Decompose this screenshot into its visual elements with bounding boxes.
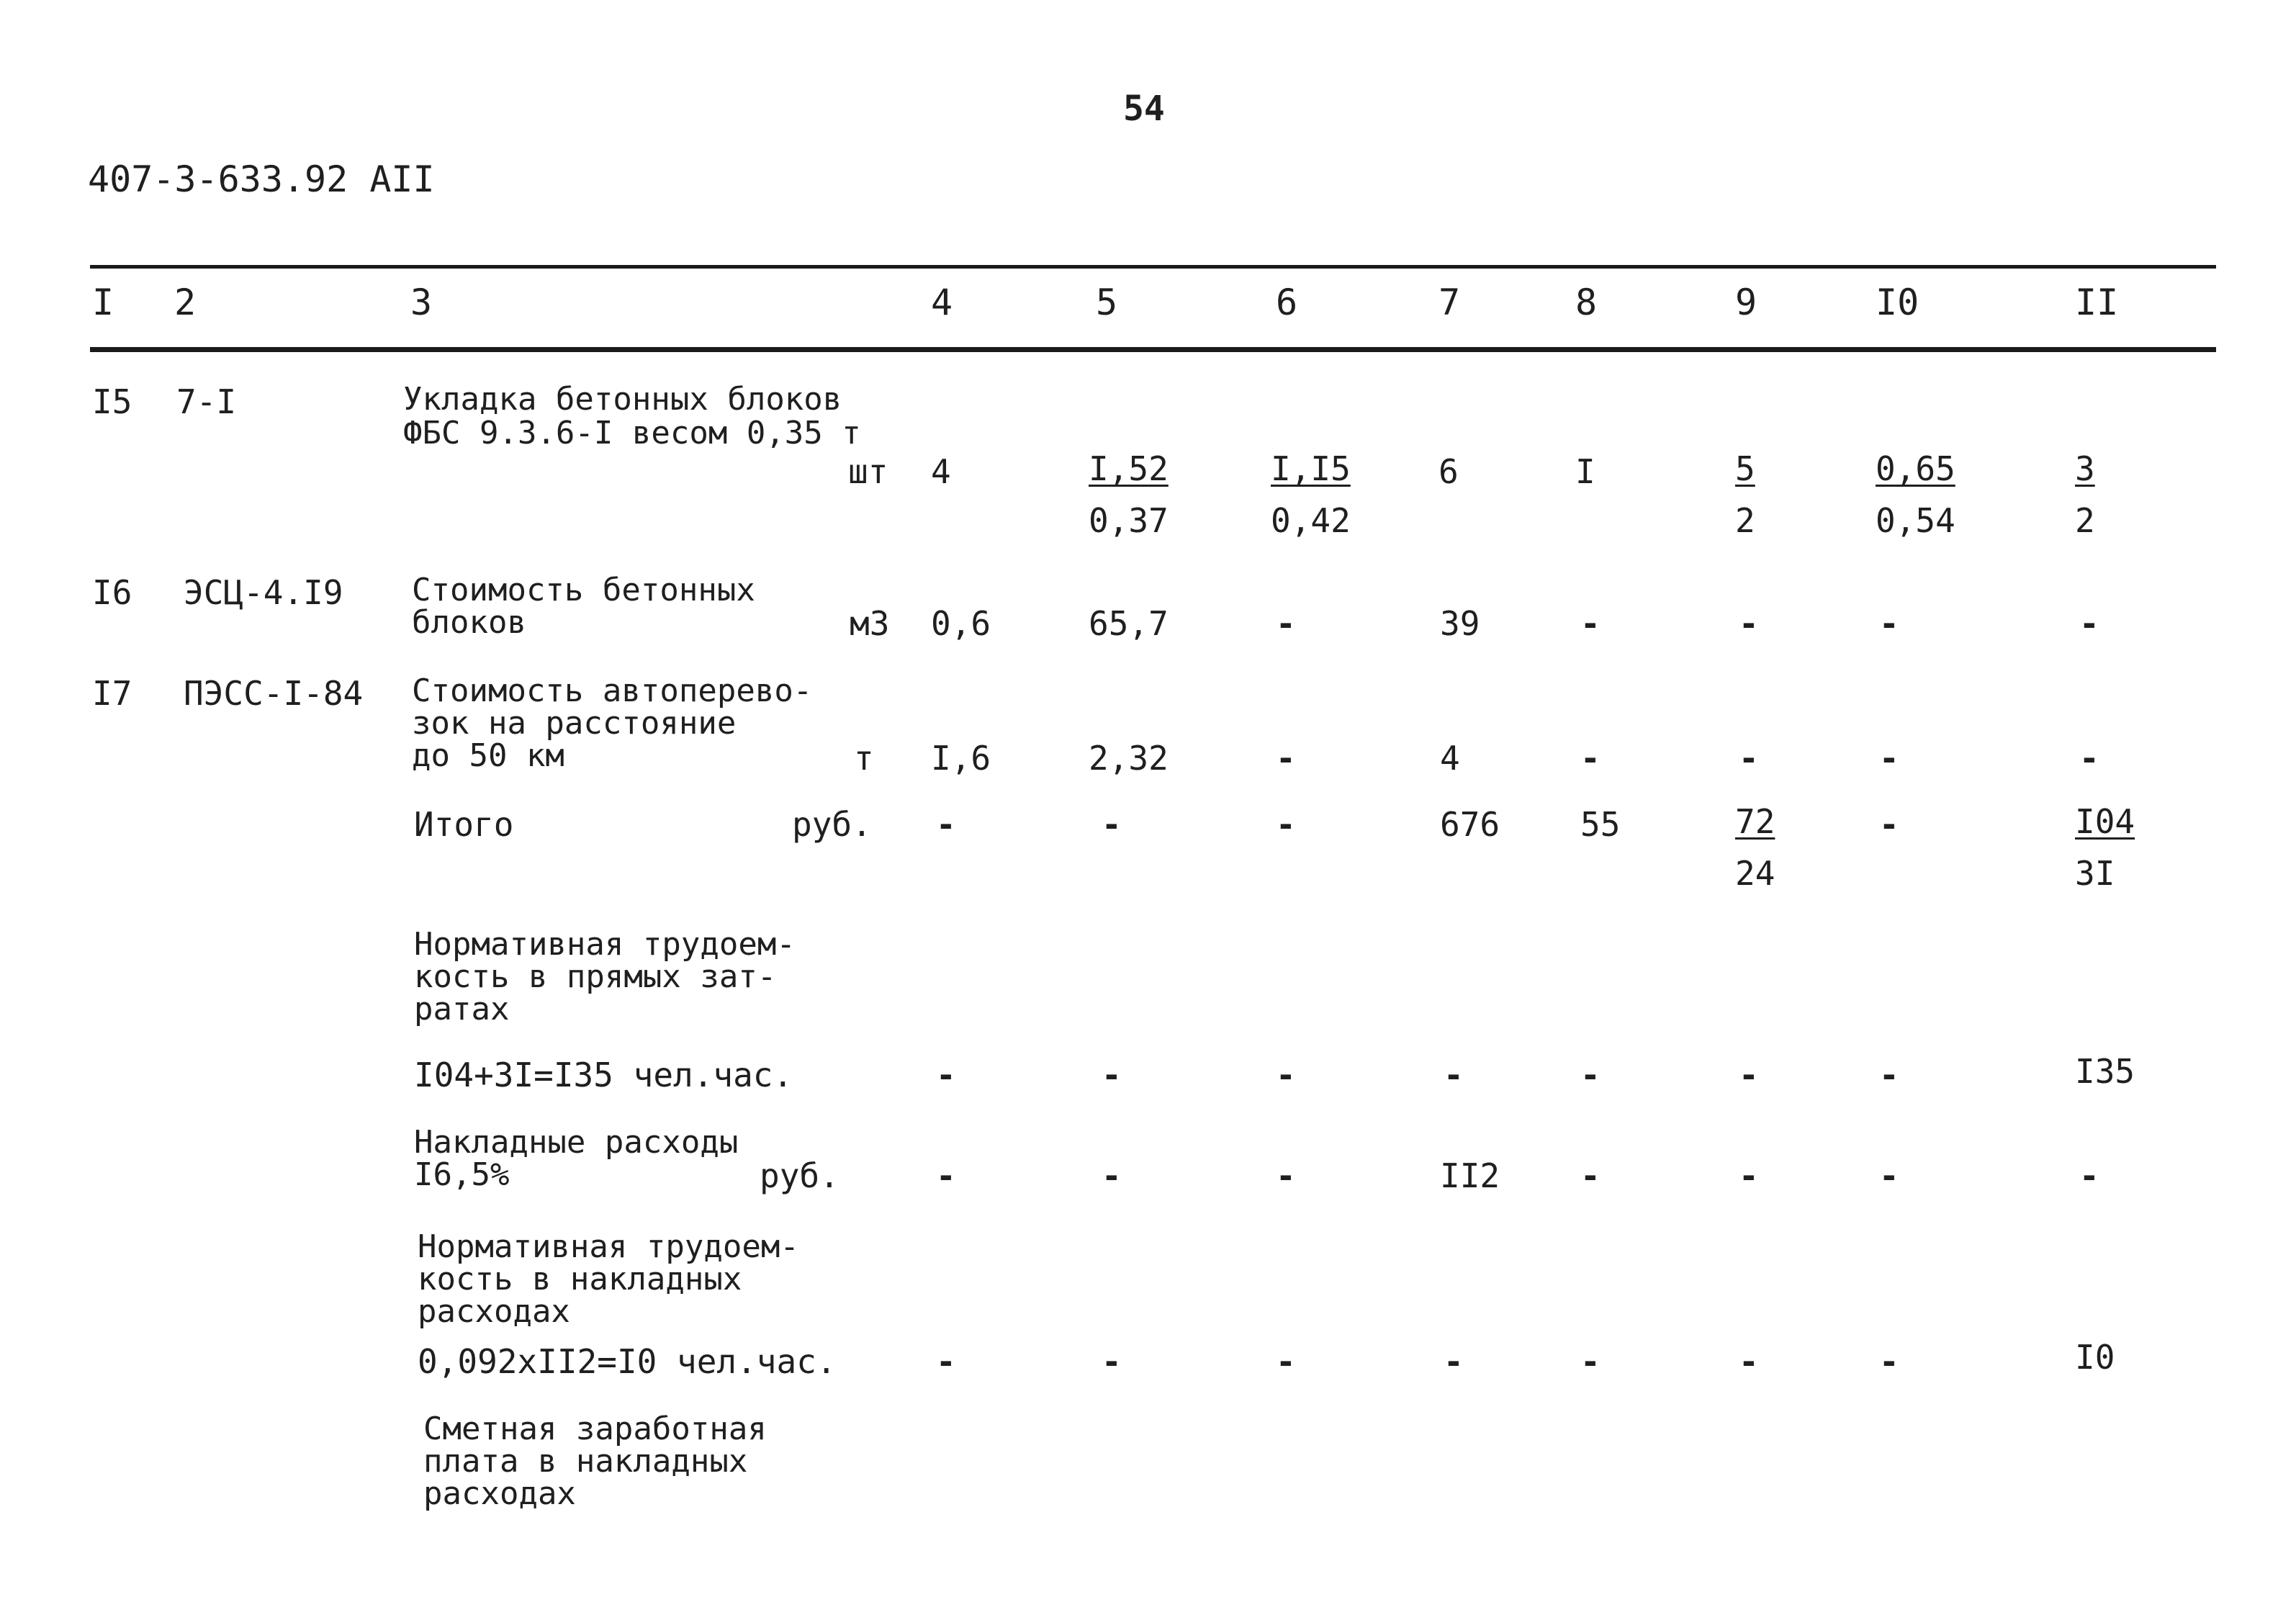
cell-col7: 39: [1440, 604, 1480, 643]
cell-col7: -: [1444, 1056, 1464, 1094]
column-header-3: 3: [410, 282, 433, 323]
cell-col4: I,6: [931, 739, 991, 778]
column-header-11: II: [2075, 282, 2119, 323]
column-header-1: I: [92, 282, 114, 323]
cell-col4: 4: [931, 452, 951, 491]
cell-col7: 4: [1440, 739, 1460, 778]
row-unit: т: [854, 739, 874, 778]
column-header-7: 7: [1439, 282, 1461, 323]
column-header-10: I0: [1876, 282, 1919, 323]
cell-col11: -: [2079, 604, 2099, 643]
row-description-line: Укладка бетонных блоков: [403, 381, 842, 418]
row-number: I5: [92, 382, 132, 421]
overhead-line: I6,5%: [414, 1156, 510, 1193]
cell-col5-bottom: 0,37: [1089, 501, 1169, 540]
norm-overhead-formula: 0,092хII2=I0 чел.час.: [418, 1342, 837, 1381]
total-unit: руб.: [792, 805, 872, 844]
cell-col6: -: [1276, 1056, 1296, 1094]
cell-col6-bottom: 0,42: [1271, 501, 1351, 540]
row-unit: м3: [850, 604, 890, 643]
norm-labor-line: ратах: [414, 991, 510, 1027]
cell-col7: II2: [1440, 1156, 1500, 1195]
norm-overhead-line: расходах: [418, 1293, 570, 1330]
cell-col10: -: [1879, 604, 1899, 643]
cell-col5: -: [1102, 1056, 1122, 1094]
cell-col7: 6: [1439, 452, 1459, 491]
cell-col10: -: [1879, 1156, 1899, 1195]
cell-col5: 2,32: [1089, 739, 1169, 778]
cell-col10: -: [1879, 1342, 1899, 1381]
cell-col6: -: [1276, 805, 1296, 844]
column-header-5: 5: [1096, 282, 1118, 323]
cell-col4: -: [936, 1156, 956, 1195]
table-header-rule: [90, 347, 2216, 352]
cell-col7: -: [1444, 1342, 1464, 1381]
overhead-unit: руб.: [760, 1156, 839, 1195]
salary-line: плата в накладных: [423, 1443, 748, 1480]
cell-col11-top: 3: [2075, 449, 2095, 488]
cell-col10-top: 0,65: [1876, 449, 1955, 488]
cell-col4: 0,6: [931, 604, 991, 643]
cell-col8: -: [1580, 1056, 1601, 1094]
cell-col9-top: 5: [1735, 449, 1755, 488]
column-header-2: 2: [174, 282, 197, 323]
row-number: I7: [92, 674, 132, 713]
cell-col9: -: [1739, 1056, 1759, 1094]
cell-col9: -: [1739, 1156, 1759, 1195]
cell-col8: I: [1575, 452, 1595, 491]
cell-col9: -: [1739, 1342, 1759, 1381]
row-code: ПЭСС-I-84: [184, 674, 364, 713]
cell-col5: 65,7: [1089, 604, 1169, 643]
cell-col6: -: [1276, 1342, 1296, 1381]
column-header-4: 4: [931, 282, 953, 323]
document-code: 407-3-633.92 АII: [88, 158, 435, 200]
total-label: Итого: [414, 805, 514, 844]
cell-col11-bottom: 3I: [2075, 854, 2115, 893]
cell-col4: -: [936, 1342, 956, 1381]
cell-col8: -: [1580, 1156, 1601, 1195]
row-description-line: Стоимость бетонных: [412, 572, 755, 608]
cell-col10: -: [1879, 805, 1899, 844]
cell-col8: 55: [1580, 805, 1621, 844]
row-code: ЭСЦ-4.I9: [184, 573, 343, 612]
cell-col11-top: I04: [2075, 802, 2135, 841]
row-description-line: ФБС 9.3.6-I весом 0,35 т: [403, 415, 861, 451]
cell-col11: I0: [2075, 1338, 2115, 1377]
cell-col6-top: I,I5: [1271, 449, 1351, 488]
row-code: 7-I: [176, 382, 237, 421]
cell-col6: -: [1276, 1156, 1296, 1195]
row-description-line: блоков: [412, 604, 526, 641]
page-number: 54: [1123, 89, 1165, 129]
cell-col11: -: [2079, 739, 2099, 778]
cell-col9-bottom: 2: [1735, 501, 1755, 540]
cell-col11-bottom: 2: [2075, 501, 2095, 540]
norm-labor-line: кость в прямых зат-: [414, 958, 777, 995]
cell-col5: -: [1102, 805, 1122, 844]
cell-col9-top: 72: [1735, 802, 1775, 841]
row-description-line: до 50 км: [412, 737, 564, 774]
table-top-rule: [90, 265, 2216, 269]
row-number: I6: [92, 573, 132, 612]
cell-col10: -: [1879, 739, 1899, 778]
cell-col8: -: [1580, 604, 1601, 643]
cell-col9: -: [1739, 739, 1759, 778]
cell-col5: -: [1102, 1342, 1122, 1381]
cell-col5-top: I,52: [1089, 449, 1169, 488]
cell-col10: -: [1879, 1056, 1899, 1094]
salary-line: расходах: [423, 1475, 576, 1512]
norm-labor-formula: I04+3I=I35 чел.час.: [414, 1056, 793, 1094]
cell-col9-bottom: 24: [1735, 854, 1775, 893]
row-description-line: зок на расстояние: [412, 705, 737, 742]
cell-col6: -: [1276, 604, 1296, 643]
norm-labor-line: Нормативная трудоем-: [414, 926, 796, 963]
column-header-8: 8: [1575, 282, 1598, 323]
cell-col5: -: [1102, 1156, 1122, 1195]
cell-col9: -: [1739, 604, 1759, 643]
row-unit: шт: [848, 452, 888, 491]
cell-col6: -: [1276, 739, 1296, 778]
norm-overhead-line: кость в накладных: [418, 1261, 742, 1297]
cell-col8: -: [1580, 739, 1601, 778]
cell-col10-bottom: 0,54: [1876, 501, 1955, 540]
column-header-6: 6: [1276, 282, 1298, 323]
column-header-9: 9: [1735, 282, 1757, 323]
cell-col8: -: [1580, 1342, 1601, 1381]
cell-col4: -: [936, 1056, 956, 1094]
overhead-line: Накладные расходы: [414, 1124, 739, 1161]
cell-col4: -: [936, 805, 956, 844]
cell-col11: -: [2079, 1156, 2099, 1195]
row-description-line: Стоимость автоперево-: [412, 672, 813, 709]
norm-overhead-line: Нормативная трудоем-: [418, 1228, 799, 1265]
salary-line: Сметная заработная: [423, 1411, 767, 1447]
cell-col11: I35: [2075, 1052, 2135, 1091]
cell-col7: 676: [1440, 805, 1500, 844]
